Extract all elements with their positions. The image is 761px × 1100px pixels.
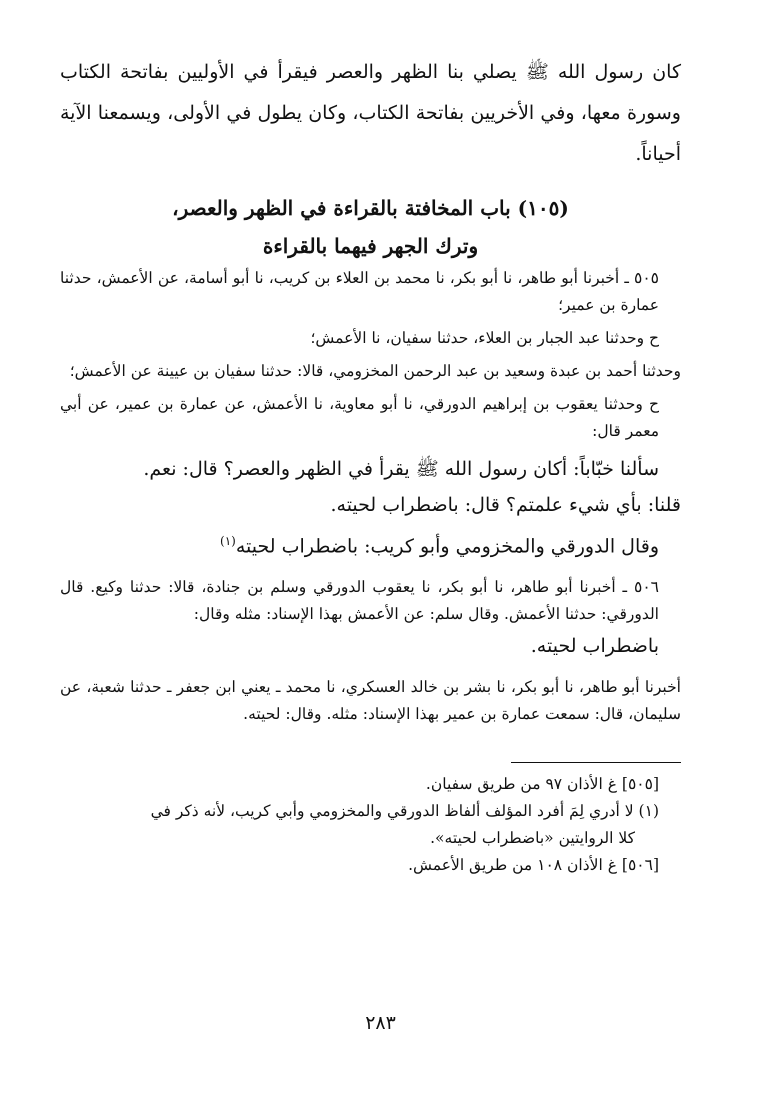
hadith-505-matn-3-text: وقال الدورقي والمخزومي وأبو كريب: باضطراب لحيته bbox=[235, 535, 659, 558]
hadith-506-sanad-1: ٥٠٦ ـ أخبرنا أبو طاهر، نا أبو بكر، نا يعقوب الدورقي وسلم بن جنادة، قالا: حدثنا وكيع. قال الدورقي: حدثنا الأعمش. وقال سلم: عن الأعمش بهذا الإسناد: مثله وقال: bbox=[60, 578, 659, 624]
previous-hadith-ending: كان رسول الله ﷺ يصلي بنا الظهر والعصر فيقرأ في الأوليين بفاتحة الكتاب وسورة معها، وفي الأخريين بفاتحة الكتاب، وكان يطول في الأولى، ويسمعنا الآية أحياناً. bbox=[60, 61, 681, 165]
hadith-505-sanad-3: وحدثنا أحمد بن عبدة وسعيد بن عبد الرحمن المخزومي، قالا: حدثنا سفيان بن عيينة عن الأعمش؛ bbox=[69, 362, 681, 380]
chapter-title-line-1: (١٠٥) باب المخافتة بالقراءة في الظهر والعصر، bbox=[172, 196, 569, 220]
hadith-505-sanad-1: ٥٠٥ ـ أخبرنا أبو طاهر، نا أبو بكر، نا محمد بن العلاء بن كريب، نا أبو أسامة، عن الأعمش، حدثنا عمارة بن عمير؛ bbox=[60, 269, 659, 314]
chapter-title-line-2: وترك الجهر فيهما بالقراءة bbox=[262, 234, 479, 258]
footnote-506: [٥٠٦] غ الأذان ١٠٨ من طريق الأعمش. bbox=[408, 856, 659, 875]
footnote-1-line-1: (١) لا أدري لِمَ أفرد المؤلف ألفاظ الدورقي والمخزومي وأبي كريب، لأنه ذكر في bbox=[150, 802, 659, 821]
hadith-506-sanad-2: أخبرنا أبو طاهر، نا أبو بكر، نا بشر بن خالد العسكري، نا محمد ـ يعني ابن جعفر ـ حدثنا شعبة، عن سليمان، قال: سمعت عمارة بن عمير بهذا الإسناد: مثله. وقال: لحيته. bbox=[60, 678, 681, 724]
hadith-505-matn-1: سألنا خبّاباً: أكان رسول الله ﷺ يقرأ في الظهر والعصر؟ قال: نعم. bbox=[143, 458, 659, 480]
hadith-505-sanad-2: ح وحدثنا عبد الجبار بن العلاء، حدثنا سفيان، نا الأعمش؛ bbox=[310, 329, 659, 347]
hadith-505-matn-3 bbox=[60, 523, 681, 564]
footnote-separator bbox=[511, 762, 681, 763]
footnote-ref-1[interactable]: (١) bbox=[220, 534, 236, 548]
footnote-505: [٥٠٥] غ الأذان ٩٧ من طريق سفيان. bbox=[425, 775, 659, 794]
hadith-506-matn-1: باضطراب لحيته. bbox=[530, 635, 659, 658]
hadith-505-sanad-4: ح وحدثنا يعقوب بن إبراهيم الدورقي، نا أبو معاوية، نا الأعمش، عن عمارة بن عمير، عن أبي معمر قال: bbox=[60, 395, 659, 440]
hadith-505-matn-2: قلنا: بأي شيء علمتم؟ قال: باضطراب لحيته. bbox=[330, 494, 681, 516]
footnote-1-line-2: كلا الروايتين «باضطراب لحيته». bbox=[430, 829, 635, 848]
page-number: ٢٨٣ bbox=[365, 1012, 396, 1034]
